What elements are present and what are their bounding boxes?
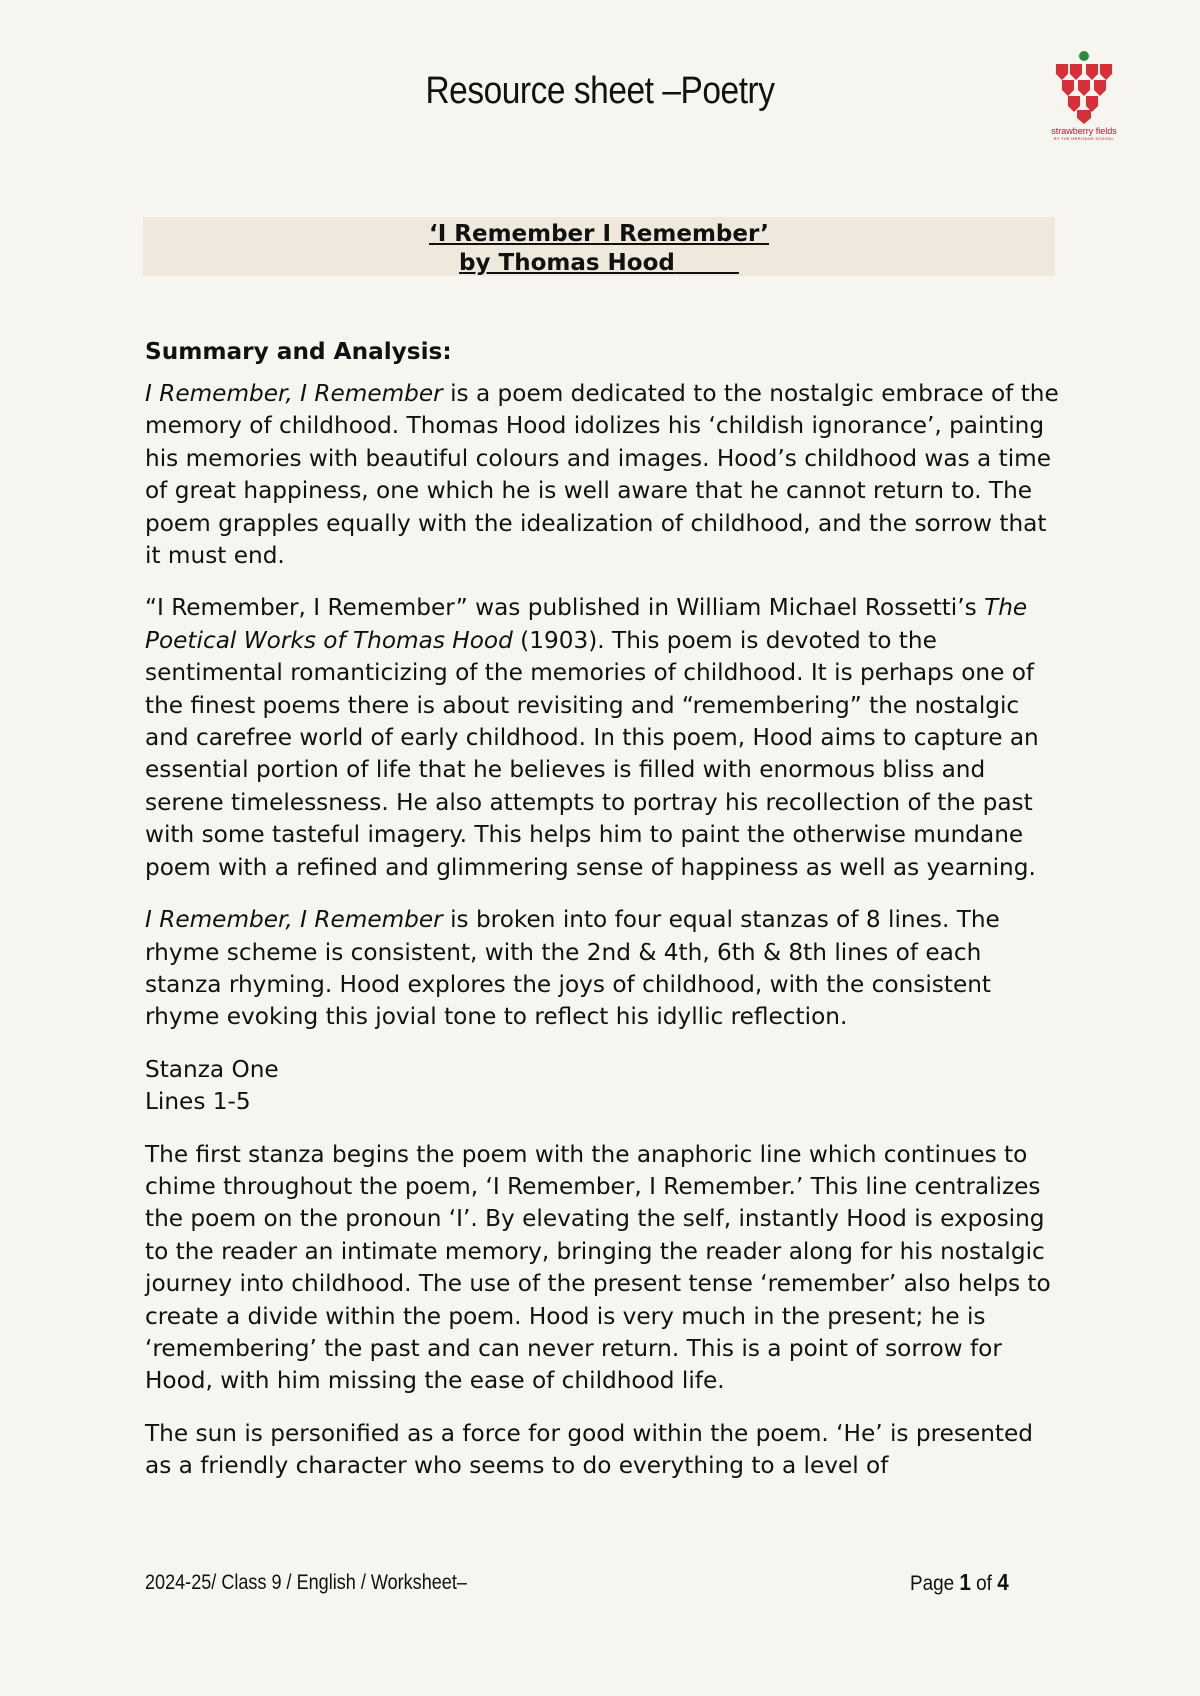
total-pages: 4 [997,1569,1009,1595]
paragraph-structure: I Remember, I Remember is broken into four equal stanzas of 8 lines. The rhyme scheme is consistent, with the 2nd & 4th, 6th & 8th lines of each stanza rhyming. Hood explores the joys of childhood, with the consistent rhyme evoking this jovial tone to reflect his idyllic reflection. [145,906,1000,1031]
book-title-italic: The Poetical Works of Thomas Hood [145,594,1028,654]
main-content [145,336,1065,1503]
poem-title-box [143,217,1055,276]
paragraph-publication: “I Remember, I Remember” was published in William Michael Rossetti’s The Poetical Works of Thomas Hood (1903). This poem is devoted to the sentimental romanticizing of the memories of childhood. It is perhaps one of the finest poems there is about revisiting and “remembering” the nostalgic and carefree world of early childhood. In this poem, Hood aims to capture an essential portion of life that he believes is filled with enormous bliss and serene timelessness. He also attempts to portray his recollection of the past with some tasteful imagery. This helps him to paint the otherwise mundane poem with a refined and glimmering sense of happiness as well as yearning. [145,594,1039,881]
strawberry-fields-logo [1048,50,1120,146]
logo-text: strawberry fields [1051,126,1117,136]
section-heading: Summary and Analysis: [145,338,452,365]
strawberry-logo-icon [1048,50,1120,126]
paragraph-intro: I Remember, I Remember is a poem dedicated to the nostalgic embrace of the memory of childhood. Thomas Hood idolizes his ‘childish ignorance’, painting his memories with beautiful colours and images. Hood’s childhood was a time of great happiness, one which he is well aware that he cannot return to. The poem grapples equally with the idealization of childhood, and the sorrow that it must end. [145,380,1059,570]
footer-page-number: Page 1 of 4 [910,1569,1009,1595]
paragraph-stanza-one: The first stanza begins the poem with the anaphoric line which continues to chime throughout the poem, ‘I Remember, I Remember.’ This line centralizes the poem on the pronoun ‘I’. By elevating the self, instantly Hood is exposing to the reader an intimate memory, bringing the reader along for his nostalgic journey into childhood. The use of the present tense ‘remember’ also helps to create a divide within the poem. Hood is very much in the present; he is ‘remembering’ the past and can never return. This is a point of sorrow for Hood, with him missing the ease of childhood life. [145,1140,1051,1395]
paragraph-sun: The sun is personified as a force for good within the poem. ‘He’ is presented as a friendly character who seems to do everything to a level of [145,1419,1034,1480]
lines-label: Lines 1-5 [145,1088,251,1116]
footer-class-info: 2024-25/ Class 9 / English / Worksheet– [145,1571,467,1594]
logo-subtext: BY THE HERITAGE SCHOOL [1053,136,1115,141]
poem-title: ‘I Remember I Remember’ [428,221,770,247]
poem-author: by Thomas Hood [459,250,675,276]
stanza-label: Stanza One [145,1055,279,1083]
page-title: Resource sheet –Poetry [425,70,775,112]
poem-name-italic: I Remember, I Remember [145,380,443,407]
stanza-label-block [145,1054,1065,1119]
poem-name-italic: I Remember, I Remember [145,906,443,934]
current-page: 1 [959,1569,971,1595]
